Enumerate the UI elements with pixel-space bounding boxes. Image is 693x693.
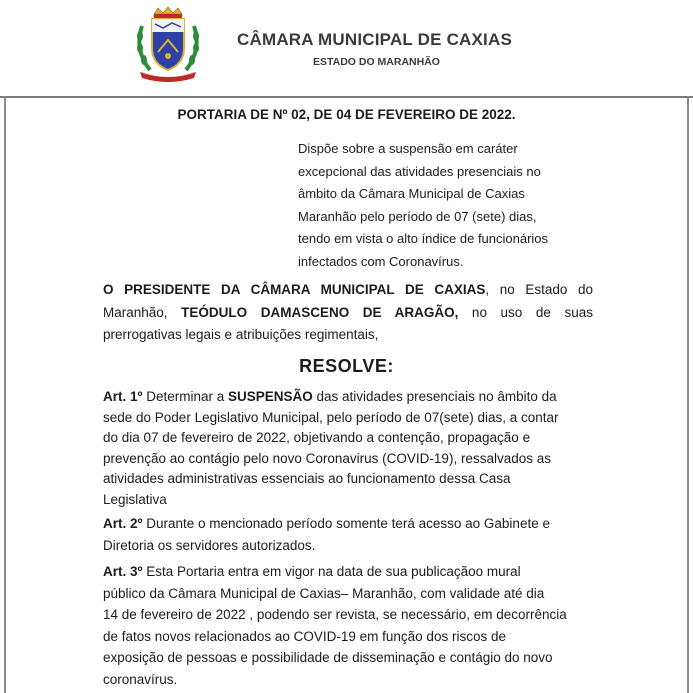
- summary-line: excepcional das atividades presenciais no: [298, 163, 541, 179]
- resolve-heading: RESOLVE:: [299, 356, 394, 376]
- right-border: [687, 96, 689, 693]
- org-name: CÂMARA MUNICIPAL DE CAXIAS: [237, 30, 513, 49]
- article-text: das atividades presenciais no âmbito da: [312, 389, 557, 404]
- letterhead: [0, 0, 693, 98]
- preamble-text: , no Estado do Maranhão,: [103, 282, 593, 320]
- article-line: Legislativa: [103, 491, 167, 507]
- article-line: coronavírus.: [103, 671, 178, 687]
- article-text: Determinar a: [142, 389, 228, 404]
- preamble-text: no uso de suas prerrogativas legais e atribuições regimentais,: [103, 304, 593, 342]
- article-label: Art. 3º: [103, 564, 143, 579]
- article-line: de fatos novos relacionados ao COVID-19 em função dos riscos de: [103, 628, 506, 644]
- summary-line: tendo em vista o alto índice de funcionários: [298, 231, 549, 246]
- document-title: PORTARIA DE Nº 02, DE 04 DE FEVEREIRO DE 2022.: [177, 107, 516, 122]
- article-text: Durante o mencionado período somente terá acesso ao Gabinete e: [142, 516, 550, 531]
- summary-line: Maranhão pelo período de 07 (sete) dias,: [298, 208, 537, 224]
- article-line: exposição de pessoas e possibilidade de disseminação e contágio do novo: [103, 650, 553, 665]
- article-bold-text: SUSPENSÃO: [227, 389, 313, 404]
- summary-line: infectados com Coronavírus.: [298, 253, 464, 269]
- article-1: [103, 387, 593, 510]
- summary-line: Dispõe sobre a suspensão em caráter: [298, 141, 518, 156]
- coat-of-arms-icon: [128, 4, 208, 84]
- article-line: do dia 07 de fevereiro de 2022, objetivando a contenção, propagação e: [103, 430, 531, 445]
- article-line: atividades administrativas essenciais ao funcionamento dessa Casa: [103, 471, 511, 486]
- org-state: ESTADO DO MARANHÃO: [313, 56, 440, 68]
- article-line: sede do Poder Legislativo Municipal, pelo período de 07(sete) dias, a contar: [103, 409, 559, 425]
- article-line: 14 de fevereiro de 2022 , podendo ser revista, se necessário, em decorrência: [103, 607, 567, 622]
- article-label: Art. 2º: [103, 516, 143, 531]
- article-text: Esta Portaria entra em vigor na data de sua publicaçãoo mural: [142, 564, 521, 579]
- article-line: público da Câmara Municipal de Caxias– Maranhão, com validade até dia: [103, 585, 545, 601]
- article-line: prevenção ao contágio pelo novo Coronavirus (COVID-19), ressalvados as: [103, 450, 551, 466]
- article-label: Art. 1º: [103, 389, 143, 404]
- article-line: Diretoria os servidores autorizados.: [103, 538, 316, 553]
- summary-line: âmbito da Câmara Municipal de Caxias: [298, 186, 525, 201]
- preamble-bold-name: TEÓDULO DAMASCENO DE ARAGÃO,: [181, 304, 459, 320]
- preamble: [103, 279, 593, 347]
- article-3: [103, 561, 593, 690]
- preamble-bold-president: O PRESIDENTE DA CÂMARA MUNICIPAL DE CAXIAS: [103, 282, 486, 297]
- summary-block: [298, 138, 592, 273]
- left-border: [4, 96, 6, 693]
- article-2: [103, 513, 593, 557]
